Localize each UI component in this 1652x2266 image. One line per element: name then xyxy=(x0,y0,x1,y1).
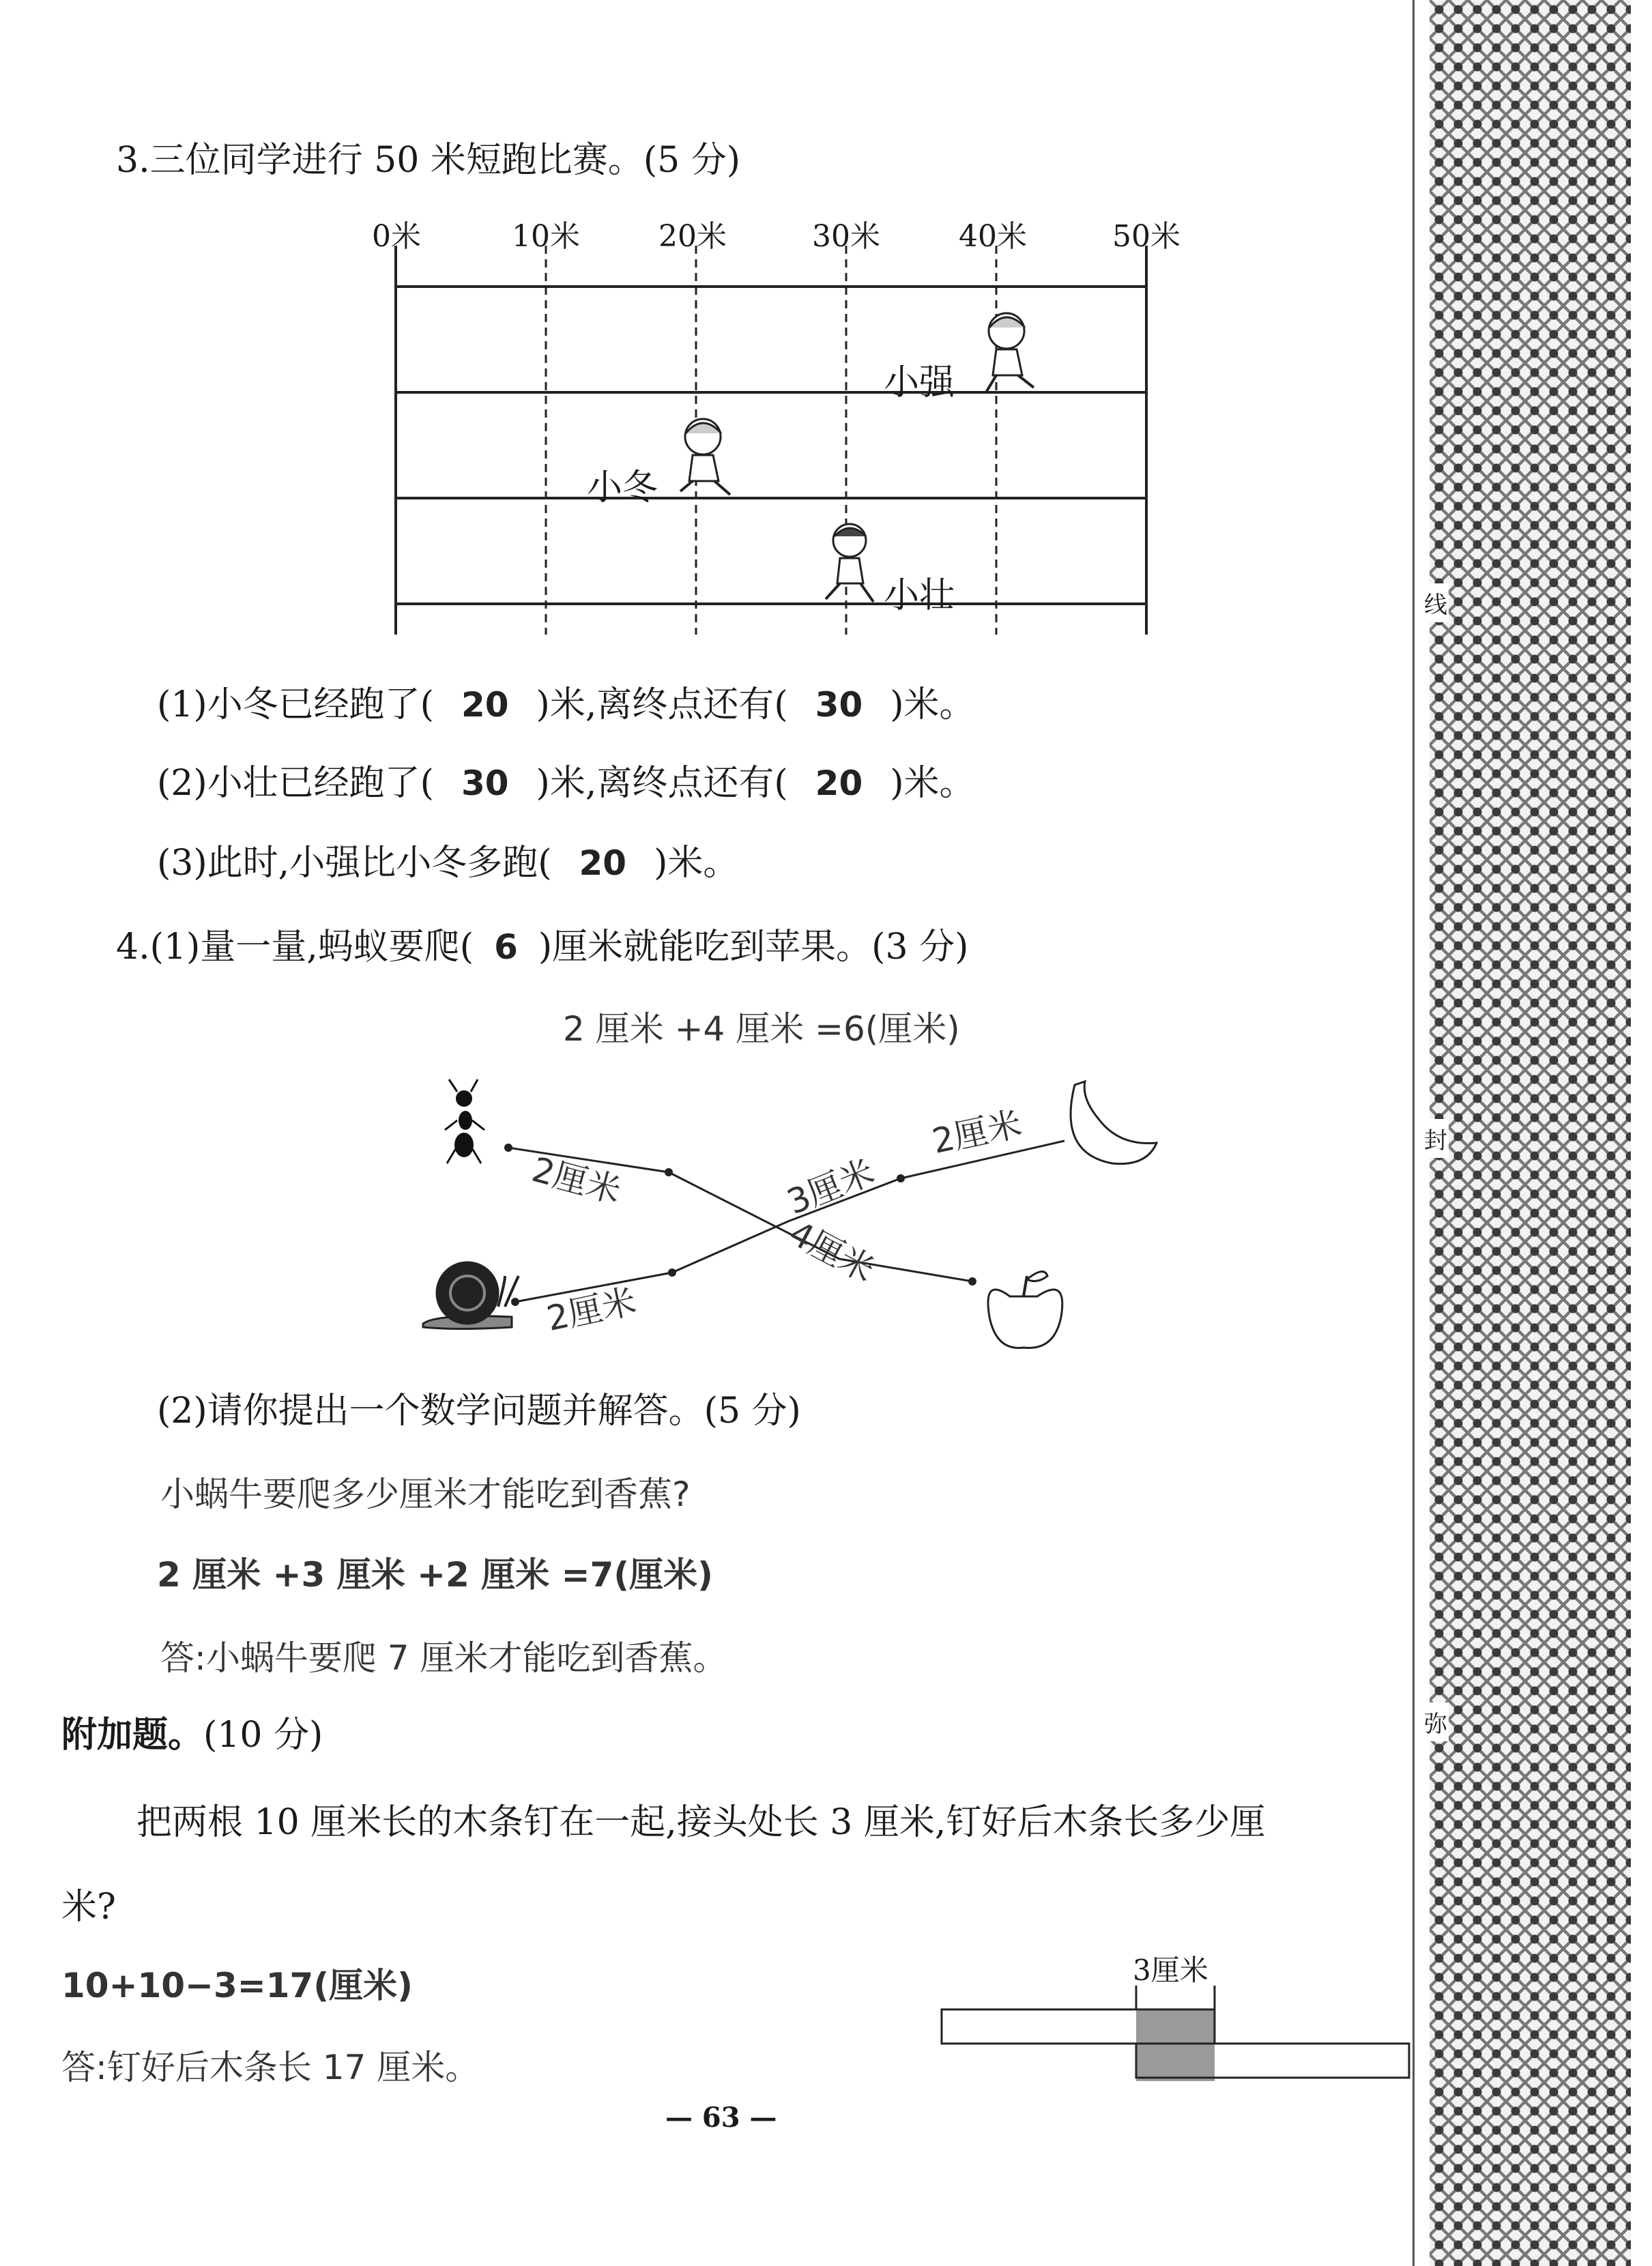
q3-sub3-answer1: 20 xyxy=(579,843,627,883)
q3-sub1-mid: )米,离终点还有( xyxy=(536,684,788,725)
bonus-text-line1: 把两根 10 厘米长的木条钉在一起,接头处长 3 厘米,钉好后木条长多少厘 xyxy=(136,1802,1266,1843)
q3-sub2-mid: )米,离终点还有( xyxy=(536,763,788,804)
q3-sub1 xyxy=(157,676,975,727)
q3-sub3-pre: (3)此时,小强比小冬多跑( xyxy=(157,843,552,884)
q4-part2: (2)请你提出一个数学问题并解答。(5 分) xyxy=(157,1391,801,1432)
page-number: — 63 — xyxy=(665,2102,777,2134)
route-label-ant-1: 2厘米 xyxy=(527,1149,626,1211)
q3-sub3-post: )米。 xyxy=(654,843,739,884)
route-label-snail-2: 2厘米 xyxy=(543,1281,640,1339)
q4-part1-post: )厘米就能吃到苹果。(3 分) xyxy=(538,927,969,968)
q3-sub1-pre: (1)小冬已经跑了( xyxy=(157,684,434,725)
q4-part1-pre: 4.(1)量一量,蚂蚁要爬( xyxy=(116,927,474,968)
race-track xyxy=(382,246,1160,641)
runner-xiaoqiang-label: 小强 xyxy=(884,362,955,403)
wood-strips-diagram xyxy=(935,1982,1412,2085)
bonus-heading xyxy=(61,1706,323,1757)
route-label-apple-4: 4厘米 xyxy=(783,1212,881,1291)
side-label-feng: 封 xyxy=(1423,1119,1449,1158)
runner-xiaozhuang-label: 小壮 xyxy=(884,575,955,616)
track-tick-40: 40米 xyxy=(959,219,1027,254)
q3-sub3 xyxy=(157,834,738,885)
bonus-title: 附加题。 xyxy=(61,1715,204,1756)
q3-sub2-answer1: 30 xyxy=(461,764,509,803)
bonus-answer: 答:钉好后木条长 17 厘米。 xyxy=(61,2048,480,2087)
overlap-label: 3厘米 xyxy=(1133,1953,1208,1987)
apple-icon xyxy=(988,1272,1062,1348)
q3-sub1-answer2: 30 xyxy=(815,685,863,725)
route-label-shared-3: 3厘米 xyxy=(781,1152,880,1223)
track-tick-20: 20米 xyxy=(658,219,727,254)
q3-sub2-pre: (2)小壮已经跑了( xyxy=(157,763,434,804)
runner-xiaoqiang-icon xyxy=(969,307,1044,396)
q4-answer: 答:小蜗牛要爬 7 厘米才能吃到香蕉。 xyxy=(160,1638,727,1678)
runner-xiaodong-label: 小冬 xyxy=(587,467,658,508)
track-tick-0: 0米 xyxy=(372,219,421,254)
q3-title: 3.三位同学进行 50 米短跑比赛。(5 分) xyxy=(116,140,741,181)
bonus-score: (10 分) xyxy=(203,1715,323,1756)
q3-sub2 xyxy=(157,754,975,805)
q3-sub2-answer2: 20 xyxy=(815,764,863,803)
q4-question: 小蜗牛要爬多少厘米才能吃到香蕉? xyxy=(160,1475,691,1514)
runner-xiaodong-icon xyxy=(665,413,740,502)
q4-part1 xyxy=(116,918,968,969)
track-tick-10: 10米 xyxy=(512,219,580,254)
q4-equation1: 2 厘米 +4 厘米 =6(厘米) xyxy=(563,1009,960,1049)
q4-part1-answer: 6 xyxy=(494,927,518,967)
q3-sub1-answer1: 20 xyxy=(461,685,509,725)
snail-icon xyxy=(423,1262,519,1329)
binding-line xyxy=(1412,0,1415,2266)
bonus-equation: 10+10−3=17(厘米) xyxy=(61,1966,413,2005)
side-label-xian: 线 xyxy=(1423,583,1449,622)
bonus-text-line2: 米? xyxy=(61,1887,116,1928)
q3-sub2-post: )米。 xyxy=(890,763,975,804)
route-label-banana-2: 2厘米 xyxy=(929,1103,1026,1161)
binding-pattern-strip xyxy=(1430,0,1631,2266)
track-tick-30: 30米 xyxy=(812,219,880,254)
runner-xiaozhuang-icon xyxy=(815,519,884,607)
q3-sub1-post: )米。 xyxy=(890,684,975,725)
track-tick-50: 50米 xyxy=(1112,219,1180,254)
q4-equation2: 2 厘米 +3 厘米 +2 厘米 =7(厘米) xyxy=(157,1555,713,1595)
banana-icon xyxy=(1071,1081,1157,1164)
ant-icon xyxy=(445,1079,484,1163)
side-label-mi: 弥 xyxy=(1423,1702,1449,1741)
